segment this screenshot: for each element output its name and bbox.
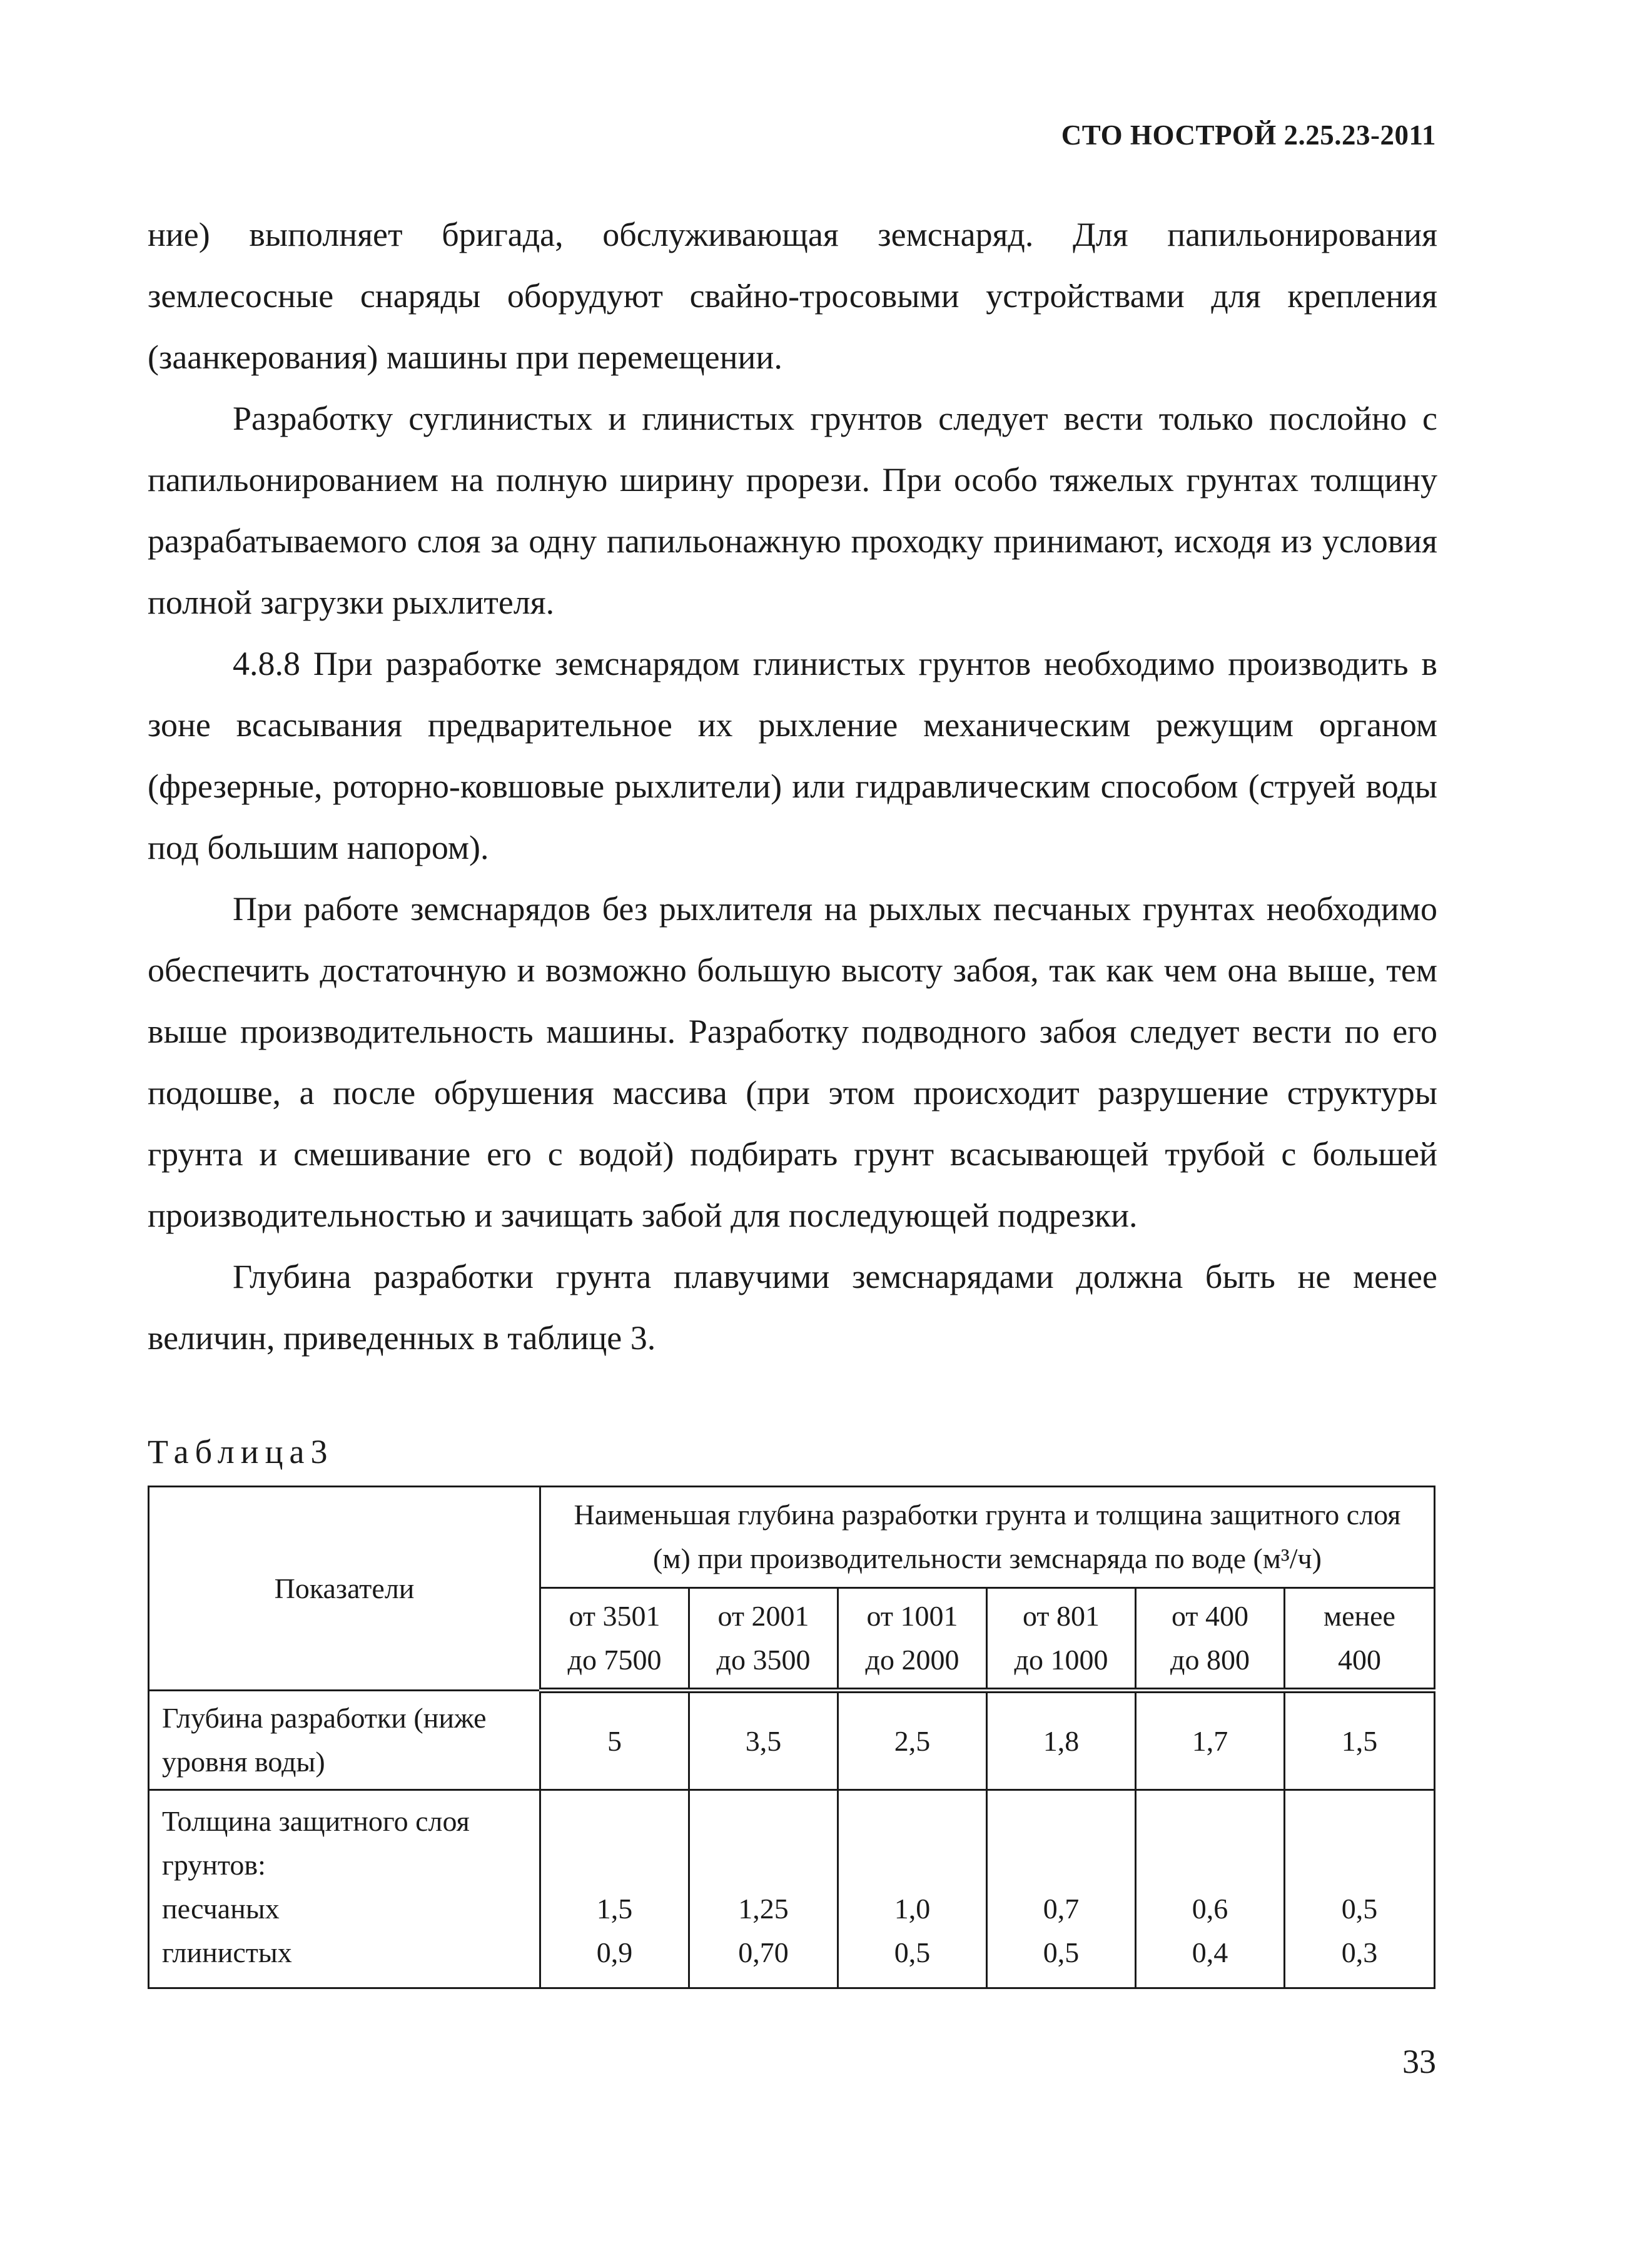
table-row	[149, 1790, 1435, 1988]
row-label-thickness: Толщина защитного слоя грунтов: песчаных глинистых	[149, 1790, 540, 1988]
row-label-clay: глинистых	[162, 1936, 292, 1968]
paragraph-4: При работе земснарядов без рыхлителя на рыхлых песчаных грунтах необходимо обеспечить достаточную и возможно большую высоту забоя, так как чем она выше, тем выше производительность машины. Разработку подводного забоя следует вести по его подошве, а после обрушения массива (при этом происходит разрушение структуры грунта и смешивание его с водой) подбирать грунт всасывающей трубой с большей производительностью и зачищать забой для последующей подрезки.	[148, 890, 1437, 1234]
paragraph-1: ние) выполняет бригада, обслуживающая земснаряд. Для папильонирования землесосные снаряды оборудуют свайно-тросовыми устройствами для крепления (заанкерования) машины при перемещении.	[148, 216, 1437, 376]
table-cell: 0,7 0,5	[987, 1790, 1136, 1988]
table-cell: 5	[540, 1691, 689, 1790]
table-cell: 3,5	[689, 1691, 838, 1790]
depth-table	[148, 1486, 1435, 1989]
paragraph-3: 4.8.8 При разработке земснарядом глинистых грунтов необходимо производить в зоне всасывания предварительное их рыхление механическим режущим органом (фрезерные, роторно-ковшовые рыхлители) или гидравлическим способом (струей воды под большим напором).	[148, 645, 1437, 866]
table-cell: 0,6 0,4	[1136, 1790, 1285, 1988]
table-row	[149, 1691, 1435, 1790]
indicators-header: Показатели	[149, 1487, 540, 1691]
table-cell: 2,5	[838, 1691, 987, 1790]
table-cell: 1,7	[1136, 1691, 1285, 1790]
body-text	[148, 204, 1437, 1369]
paragraph-5: Глубина разработки грунта плавучими земснарядами должна быть не менее величин, приведенных в таблице 3.	[148, 1258, 1437, 1357]
table-cell: 1,0 0,5	[838, 1790, 987, 1988]
table-container	[148, 1486, 1435, 1989]
col-header: от 400 до 800	[1136, 1588, 1285, 1691]
col-header: от 3501 до 7500	[540, 1588, 689, 1691]
row-label-sandy: песчаных	[162, 1893, 280, 1925]
col-header: от 1001 до 2000	[838, 1588, 987, 1691]
paragraph-2: Разработку суглинистых и глинистых грунтов следует вести только послойно с папильонированием на полную ширину прорези. При особо тяжелых грунтах толщину разрабатываемого слоя за одну папильонажную проходку принимают, исходя из условия полной загрузки рыхлителя.	[148, 400, 1437, 621]
table-cell: 0,5 0,3	[1285, 1790, 1435, 1988]
table-cell: 1,8	[987, 1691, 1136, 1790]
capacity-group-header: Наименьшая глубина разработки грунта и толщина защитного слоя (м) при производительности земснаряда по воде (м³/ч)	[540, 1487, 1435, 1588]
page-number: 33	[1402, 2043, 1436, 2080]
table-caption: Таблица3	[148, 1433, 334, 1471]
table-cell: 1,5 0,9	[540, 1790, 689, 1988]
document-header: СТО НОСТРОЙ 2.25.23-2011	[1061, 119, 1436, 151]
row-label-depth: Глубина разработки (ниже уровня воды)	[149, 1691, 540, 1790]
col-header: от 2001 до 3500	[689, 1588, 838, 1691]
col-header: менее 400	[1285, 1588, 1435, 1691]
table-cell: 1,5	[1285, 1691, 1435, 1790]
table-cell: 1,25 0,70	[689, 1790, 838, 1988]
col-header: от 801 до 1000	[987, 1588, 1136, 1691]
